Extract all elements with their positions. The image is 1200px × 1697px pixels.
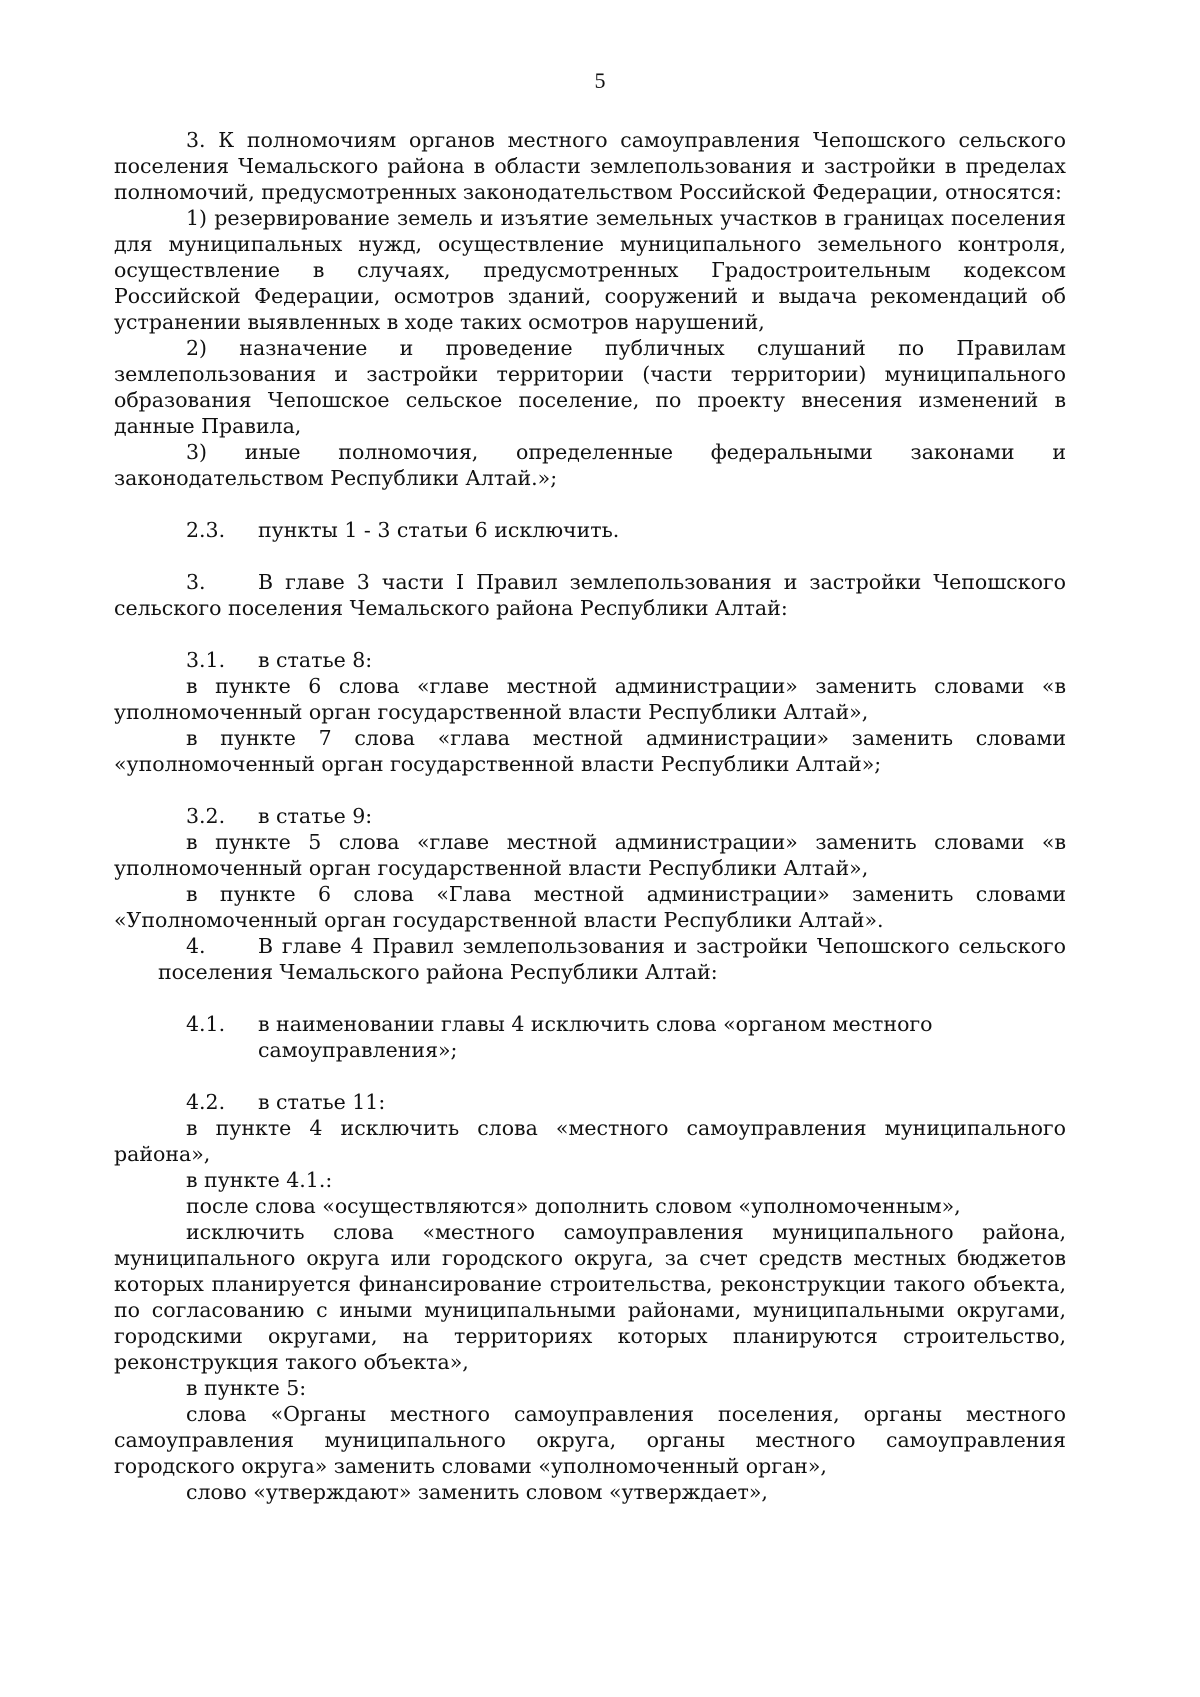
section-4-2-item-e: в пункте 5: [186, 1376, 307, 1400]
section-text: в статье 11: [258, 1090, 386, 1114]
spacer [114, 543, 1066, 569]
section-4-2-item-b: в пункте 4.1.: [186, 1168, 333, 1192]
section-4 [114, 933, 1066, 985]
spacer [114, 777, 1066, 803]
section-3-2-item-a: в пункте 5 слова «главе местной администрации» заменить словами «в уполномоченный орган государственной власти Республики Алтай», [114, 830, 1066, 880]
section-number: 4.1. [186, 1012, 226, 1036]
section-3-1 [114, 647, 1066, 673]
section-3-1-item-a: в пункте 6 слова «главе местной администрации» заменить словами «в уполномоченный орган государственной власти Республики Алтай», [114, 674, 1066, 724]
section-4-2-item-g: слово «утверждают» заменить словом «утверждает», [186, 1480, 768, 1504]
section-4-first-line [114, 933, 1066, 959]
section-3-2-item-b: в пункте 6 слова «Глава местной администрации» заменить словами «Уполномоченный орган государственной власти Республики Алтай». [114, 882, 1066, 932]
section-number: 3.1. [186, 648, 226, 672]
section-4-2-item-f: слова «Органы местного самоуправления поселения, органы местного самоуправления муниципального округа, органы местного самоуправления городского округа» заменить словами «уполномоченный орган», [114, 1402, 1066, 1478]
section-4-continuation: поселения Чемальского района Республики Алтай: [158, 960, 718, 984]
section-3-2 [114, 803, 1066, 829]
paragraph-3-item-1: 1) резервирование земель и изъятие земельных участков в границах поселения для муниципальных нужд, осуществление муниципального земельного контроля, осуществление в случаях, предусмотренных Градостроительным кодексом Российской Федерации, осмотров зданий, сооружений и выдача рекомендаций об устранении выявленных в ходе таких осмотров нарушений, [114, 206, 1066, 334]
document-body [114, 127, 1066, 1505]
section-4-2-item-c: после слова «осуществляются» дополнить словом «уполномоченным», [186, 1194, 961, 1218]
paragraph-3-item-3: 3) иные полномочия, определенные федеральными законами и законодательством Республики Алтай.»; [114, 440, 1066, 490]
section-number: 3. [186, 570, 206, 594]
spacer [114, 491, 1066, 517]
section-text: в статье 8: [258, 648, 373, 672]
section-3-1-item-b: в пункте 7 слова «глава местной администрации» заменить словами «уполномоченный орган государственной власти Республики Алтай»; [114, 726, 1066, 776]
spacer [114, 985, 1066, 1011]
spacer [114, 1063, 1066, 1089]
section-3 [114, 569, 1066, 621]
section-number: 2.3. [186, 518, 226, 542]
section-number: 4.2. [186, 1090, 226, 1114]
page-number: 5 [594, 68, 606, 93]
section-2-3 [114, 517, 1066, 543]
section-number: 4. [186, 934, 206, 958]
section-4-1 [114, 1011, 1066, 1063]
section-4-2 [114, 1089, 1066, 1115]
section-text: в наименовании главы 4 исключить слова «органом местного самоуправления»; [258, 1012, 933, 1062]
section-text: пункты 1 - 3 статьи 6 исключить. [258, 518, 620, 542]
section-4-2-item-a: в пункте 4 исключить слова «местного самоуправления муниципального района», [114, 1116, 1066, 1166]
section-4-2-item-d: исключить слова «местного самоуправления муниципального района, муниципального округа или городского округа, за счет средств местных бюджетов которых планируется финансирование строительства, реконструкции такого объекта, по согласованию с иными муниципальными районами, муниципальными округами, городскими округами, на территориях которых планируются строительство, реконструкция такого объекта», [114, 1220, 1066, 1374]
paragraph-3-item-2: 2) назначение и проведение публичных слушаний по Правилам землепользования и застройки территории (части территории) муниципального образования Чепошское сельское поселение, по проекту внесения изменений в данные Правила, [114, 336, 1066, 438]
section-number: 3.2. [186, 804, 226, 828]
section-text: В главе 3 части I Правил землепользования и застройки Чепошского сельского поселения Чемальского района Республики Алтай: [114, 570, 1066, 620]
spacer [114, 621, 1066, 647]
section-text: В главе 4 Правил землепользования и застройки Чепошского сельского [258, 934, 1066, 958]
section-text: в статье 9: [258, 804, 373, 828]
paragraph-3: 3. К полномочиям органов местного самоуправления Чепошского сельского поселения Чемальского района в области землепользования и застройки в пределах полномочий, предусмотренных законодательством Российской Федерации, относятся: [114, 128, 1066, 204]
